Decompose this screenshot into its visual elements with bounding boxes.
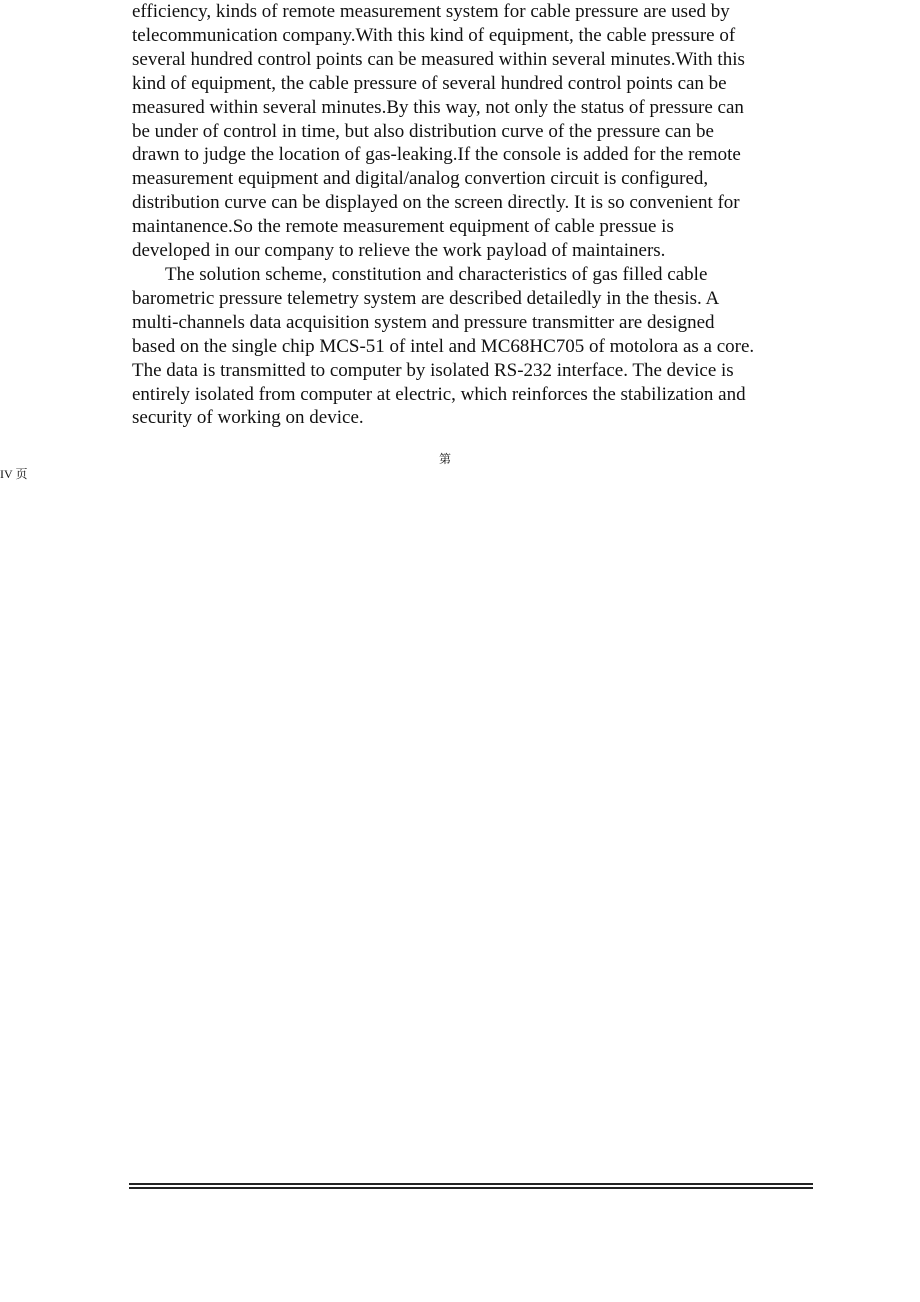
page-number-label: IV 页: [0, 467, 28, 481]
footer-rule-upper: [129, 1183, 813, 1185]
paragraph-solution-scheme: The solution scheme, constitution and characteristics of gas filled cable barometric pressure telemetry system are described detailedly in the thesis. A multi-channels data acquisition system and pressure transmitter are designed based on the single chip MCS-51 of intel and MC68HC705 of motolora as a core. The data is transmitted to computer by isolated RS-232 interface. The device is entirely isolated from computer at electric, which reinforces the stabilization and security of working on device.: [132, 263, 755, 429]
footer-rule-lower: [129, 1187, 813, 1189]
page-number-prefix: 第: [439, 452, 452, 466]
paragraph-continuation: efficiency, kinds of remote measurement system for cable pressure are used by telecommunication company.With this kind of equipment, the cable pressure of several hundred control points can be measured within several minutes.With this kind of equipment, the cable pressure of several hundred control points can be measured within several minutes.By this way, not only the status of pressure can be under of control in time, but also distribution curve of the pressure can be drawn to judge the location of gas-leaking.If the console is added for the remote measurement equipment and digital/analog convertion circuit is configured, distribution curve can be displayed on the screen directly. It is so convenient for maintanence.So the remote measurement equipment of cable pressue is developed in our company to relieve the work payload of maintainers.: [132, 1, 745, 262]
footer-double-rule: [129, 1183, 813, 1189]
abstract-body: [132, 0, 756, 430]
